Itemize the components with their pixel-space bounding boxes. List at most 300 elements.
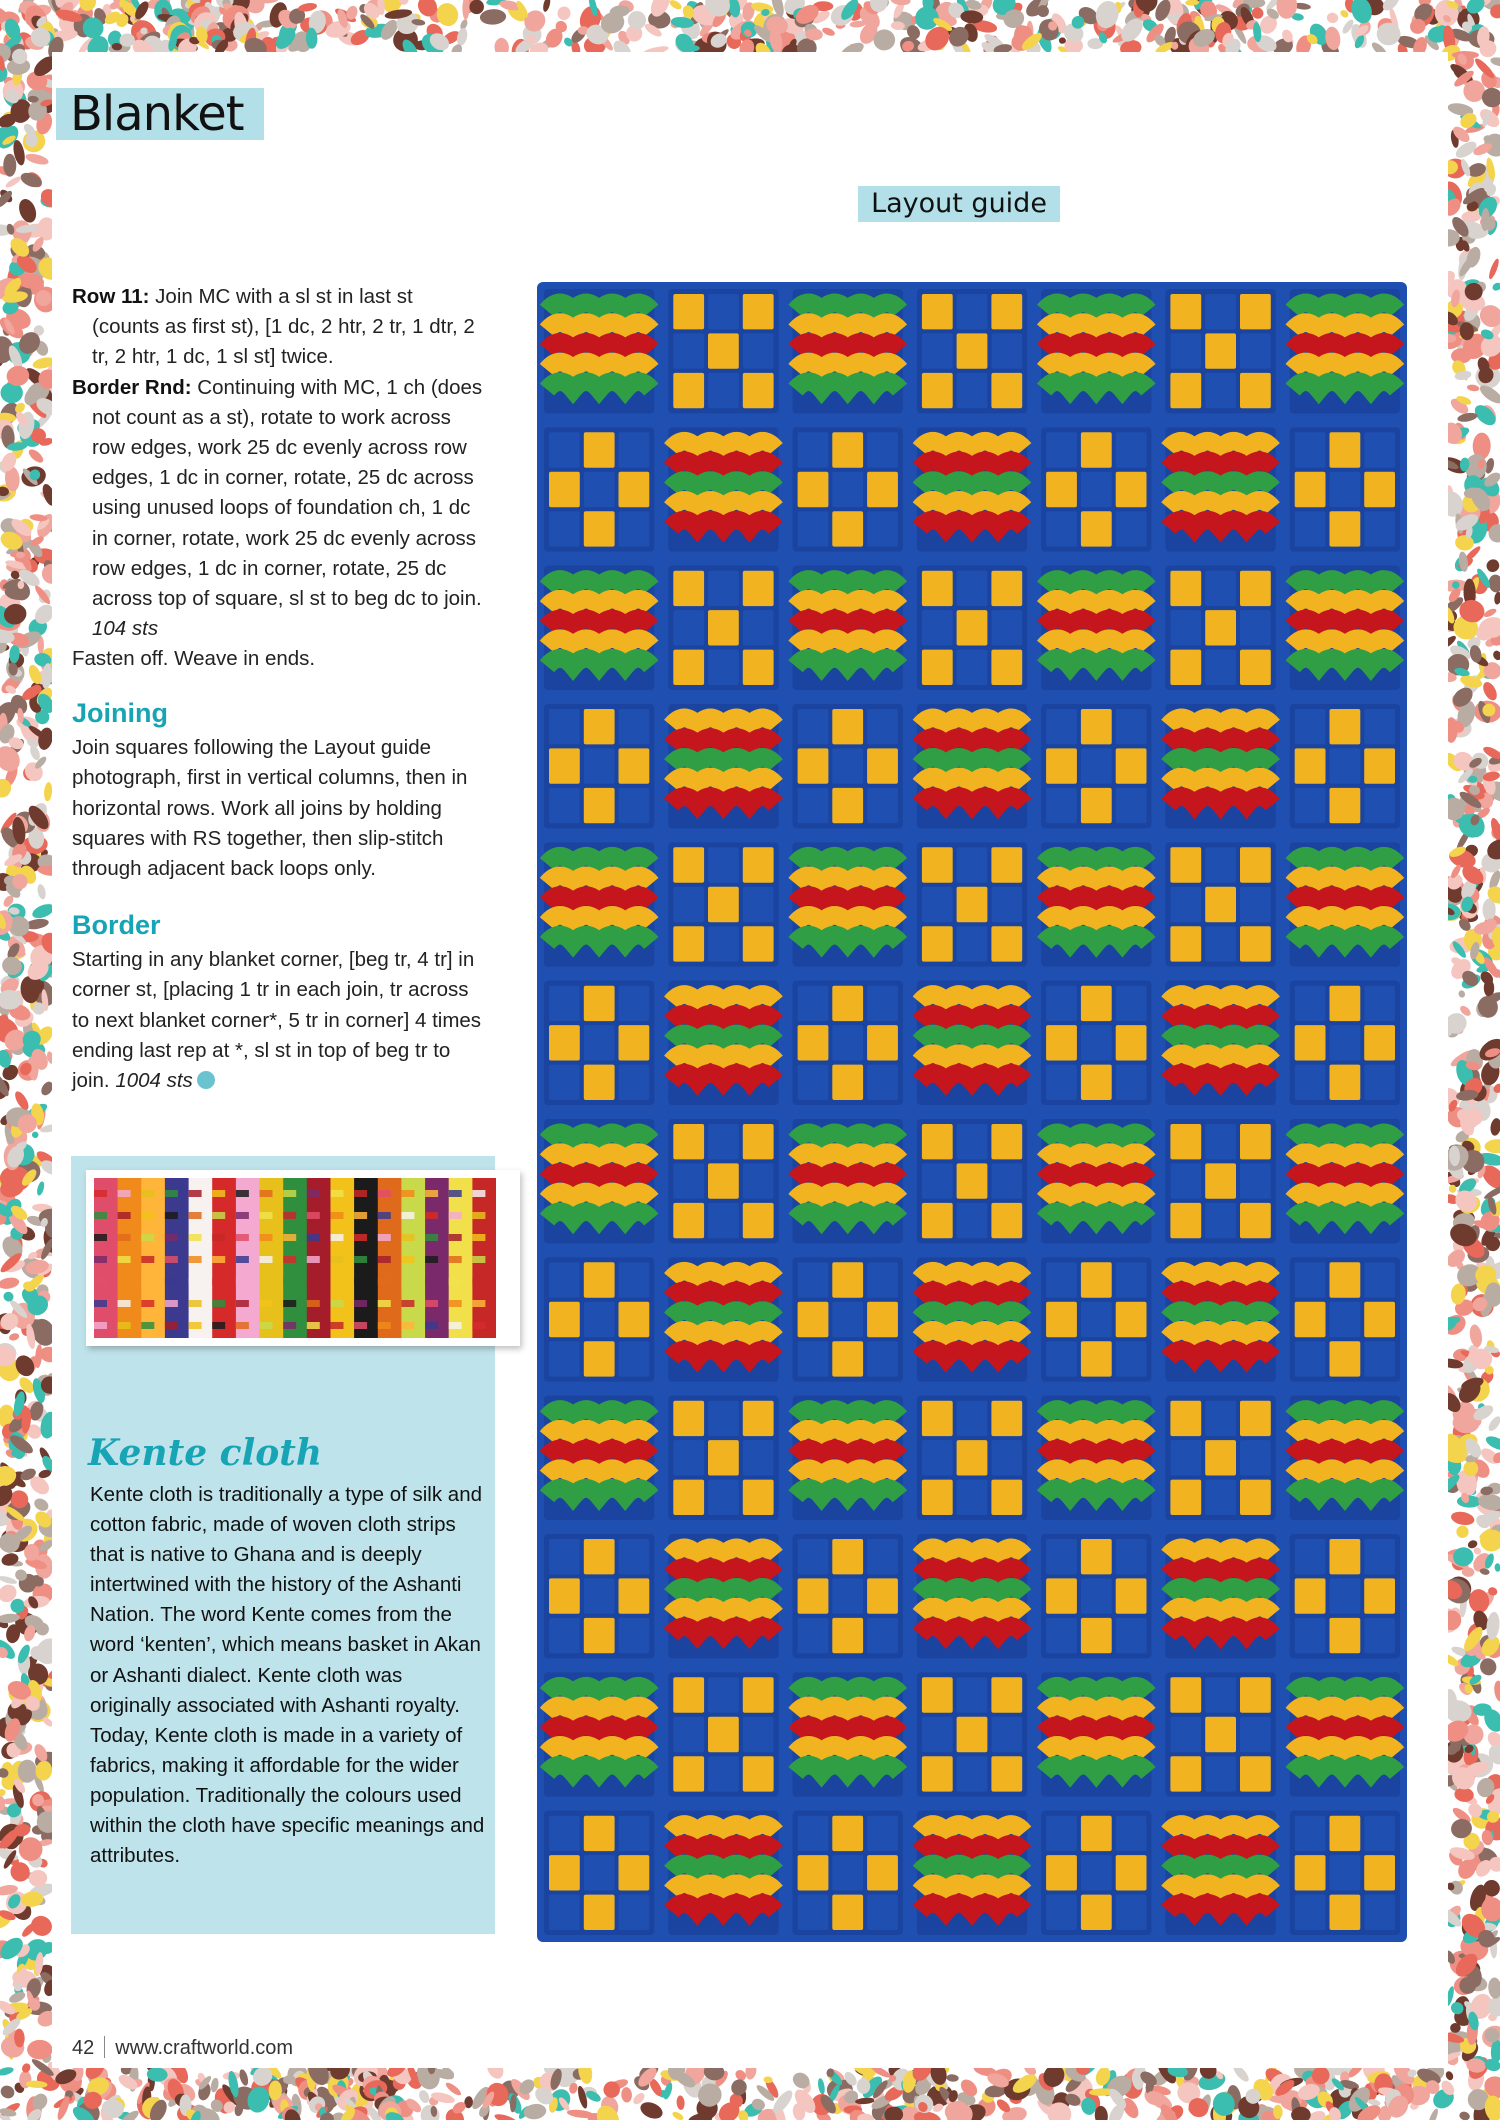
wave-band	[671, 1311, 775, 1319]
pebble	[1489, 1117, 1500, 1136]
checker-block	[1046, 511, 1077, 546]
blanket-square	[668, 1672, 778, 1796]
blanket-square	[668, 566, 778, 690]
pebble	[1492, 649, 1500, 661]
checker-block	[708, 847, 739, 882]
checker-block	[1330, 432, 1361, 467]
wave-band	[547, 382, 651, 390]
kente-fabric-image	[94, 1178, 496, 1338]
wave-band	[796, 1449, 900, 1457]
checker-block	[832, 748, 863, 783]
wave-band	[920, 738, 1024, 746]
wave-band	[671, 1844, 775, 1852]
checker-block	[1170, 610, 1201, 645]
wave-band	[796, 915, 900, 923]
checker-block	[832, 709, 863, 744]
checker-block	[1170, 1124, 1201, 1159]
wave-band	[671, 1568, 775, 1576]
kente-band	[449, 1256, 462, 1263]
checker-block	[922, 1480, 953, 1515]
wave-band	[547, 1212, 651, 1220]
kente-band	[118, 1256, 131, 1263]
wave-band	[1293, 342, 1397, 350]
checker-block	[1116, 788, 1147, 823]
wave-band	[1293, 1410, 1397, 1418]
wave-band	[1293, 1449, 1397, 1457]
wave-band	[920, 1271, 1024, 1279]
wave-band	[547, 1726, 651, 1734]
checker-block	[991, 1401, 1022, 1436]
kente-band	[165, 1300, 178, 1307]
wave-band	[547, 1172, 651, 1180]
kente-band	[94, 1278, 107, 1285]
wave-band	[1168, 757, 1272, 765]
blanket-square	[1041, 704, 1151, 828]
checker-block	[1295, 1025, 1326, 1060]
kente-band	[165, 1278, 178, 1285]
kente-band	[472, 1322, 485, 1329]
checker-block	[922, 887, 953, 922]
checker-block	[619, 472, 650, 507]
checker-block	[1116, 432, 1147, 467]
blanket-square	[917, 1672, 1027, 1796]
checker-block	[1046, 1578, 1077, 1613]
wave-band	[920, 1034, 1024, 1042]
wave-band	[1293, 599, 1397, 607]
pebble	[1494, 1563, 1500, 1572]
checker-block	[991, 1480, 1022, 1515]
checker-block	[584, 788, 615, 823]
checker-block	[708, 926, 739, 961]
pebble	[24, 152, 49, 167]
wave-band	[671, 1548, 775, 1556]
checker-block	[1240, 1677, 1271, 1712]
wave-band	[1168, 1587, 1272, 1595]
wave-band	[1044, 362, 1148, 370]
checker-block	[708, 1203, 739, 1238]
wave-band	[671, 1034, 775, 1042]
checker-block	[1046, 1341, 1077, 1376]
wave-band	[796, 362, 900, 370]
blanket-square	[668, 981, 778, 1105]
kente-band	[283, 1300, 296, 1307]
checker-block	[922, 373, 953, 408]
blanket-square	[668, 1257, 778, 1381]
checker-block	[832, 1341, 863, 1376]
kente-band	[118, 1300, 131, 1307]
kente-band	[260, 1256, 273, 1263]
kente-band	[94, 1322, 107, 1329]
wave-band	[1293, 639, 1397, 647]
checker-block	[832, 1065, 863, 1100]
checker-block	[798, 1262, 829, 1297]
checker-block	[1170, 1203, 1201, 1238]
checker-block	[1081, 432, 1112, 467]
wave-band	[1168, 1903, 1272, 1911]
wave-band	[1044, 658, 1148, 666]
wave-band	[1293, 1469, 1397, 1477]
blanket-square	[1041, 427, 1151, 551]
blanket-square	[1165, 1396, 1275, 1520]
wave-band	[1168, 441, 1272, 449]
kente-band	[354, 1322, 367, 1329]
pebble	[0, 1788, 7, 1798]
wave-band	[671, 461, 775, 469]
blanket-square	[1165, 1257, 1275, 1381]
wave-band	[796, 639, 900, 647]
checker-block	[991, 1163, 1022, 1198]
checker-block	[584, 432, 615, 467]
kente-band	[425, 1322, 438, 1329]
kente-band	[331, 1234, 344, 1241]
kente-band	[425, 1278, 438, 1285]
kente-band	[401, 1234, 414, 1241]
blanket-square	[544, 427, 654, 551]
wave-band	[671, 1054, 775, 1062]
checker-block	[957, 887, 988, 922]
wave-band	[796, 935, 900, 943]
checker-block	[549, 1578, 580, 1613]
checker-block	[1170, 1480, 1201, 1515]
pebble	[1484, 1139, 1500, 1153]
wave-band	[547, 1488, 651, 1496]
page-title-text: Blanket	[70, 86, 244, 142]
checker-block	[549, 1262, 580, 1297]
wave-band	[796, 1133, 900, 1141]
checker-block	[743, 610, 774, 645]
blanket-square	[668, 1534, 778, 1658]
kente-band	[401, 1190, 414, 1197]
kente-band	[449, 1234, 462, 1241]
checker-block	[743, 373, 774, 408]
checker-block	[1205, 333, 1236, 368]
kente-cloth-photo	[86, 1170, 520, 1346]
checker-block	[1364, 788, 1395, 823]
wave-band	[547, 639, 651, 647]
kente-band	[212, 1322, 225, 1329]
wave-band	[671, 1291, 775, 1299]
blanket-square	[544, 981, 654, 1105]
checker-block	[957, 373, 988, 408]
checker-block	[922, 926, 953, 961]
blanket-square	[1041, 1119, 1151, 1243]
checker-block	[1116, 1341, 1147, 1376]
wave-band	[547, 619, 651, 627]
checker-block	[1295, 788, 1326, 823]
checker-block	[832, 472, 863, 507]
checker-block	[619, 1262, 650, 1297]
checker-block	[584, 1539, 615, 1574]
kente-band	[94, 1256, 107, 1263]
wave-band	[1293, 1726, 1397, 1734]
checker-block	[584, 986, 615, 1021]
checker-block	[1364, 1025, 1395, 1060]
blanket-square	[1165, 1534, 1275, 1658]
checker-block	[1205, 1440, 1236, 1475]
kente-band	[307, 1234, 320, 1241]
wave-band	[671, 1587, 775, 1595]
checker-block	[743, 1440, 774, 1475]
kente-band	[260, 1300, 273, 1307]
blanket-square	[917, 704, 1027, 828]
checker-block	[1205, 847, 1236, 882]
wave-band	[796, 1172, 900, 1180]
wave-band	[671, 995, 775, 1003]
blanket-square	[544, 704, 654, 828]
checker-block	[1081, 1578, 1112, 1613]
checker-block	[549, 1302, 580, 1337]
checker-block	[1330, 1025, 1361, 1060]
pebble	[817, 2078, 826, 2095]
pebble	[238, 2068, 250, 2086]
blanket-square	[1165, 289, 1275, 413]
pebble	[1468, 1324, 1484, 1349]
kente-band	[307, 1322, 320, 1329]
wave-band	[547, 915, 651, 923]
checker-block	[957, 1203, 988, 1238]
checker-block	[1046, 986, 1077, 1021]
wave-band	[671, 520, 775, 528]
wave-band	[1293, 323, 1397, 331]
checker-block	[832, 1895, 863, 1930]
checker-block	[1205, 926, 1236, 961]
checker-block	[584, 1855, 615, 1890]
pebble	[1457, 411, 1479, 423]
checker-block	[1240, 1203, 1271, 1238]
checker-block	[1170, 1163, 1201, 1198]
checker-block	[1205, 887, 1236, 922]
checker-block	[1240, 926, 1271, 961]
checker-block	[991, 1717, 1022, 1752]
wave-band	[796, 896, 900, 904]
checker-block	[798, 986, 829, 1021]
wave-band	[1293, 619, 1397, 627]
wave-band	[1293, 1765, 1397, 1773]
checker-block	[584, 1302, 615, 1337]
checker-block	[798, 1895, 829, 1930]
checker-block	[743, 1480, 774, 1515]
wave-band	[1293, 1686, 1397, 1694]
wave-band	[1168, 1844, 1272, 1852]
kente-band	[425, 1190, 438, 1197]
checker-block	[1081, 511, 1112, 546]
checker-block	[619, 1302, 650, 1337]
kente-band	[307, 1278, 320, 1285]
checker-block	[1295, 1302, 1326, 1337]
blanket-square	[1041, 566, 1151, 690]
kente-band	[189, 1234, 202, 1241]
pebble	[1491, 281, 1500, 292]
checker-block	[922, 610, 953, 645]
checker-block	[1364, 1539, 1395, 1574]
checker-block	[867, 1341, 898, 1376]
blanket-square	[793, 1811, 903, 1935]
checker-block	[1046, 1618, 1077, 1653]
checker-block	[743, 847, 774, 882]
checker-block	[619, 986, 650, 1021]
checker-block	[991, 887, 1022, 922]
wave-band	[547, 323, 651, 331]
kente-band	[425, 1212, 438, 1219]
kente-band	[141, 1278, 154, 1285]
wave-band	[796, 1192, 900, 1200]
blanket-square	[917, 842, 1027, 966]
checker-block	[867, 472, 898, 507]
blanket-square	[1165, 1119, 1275, 1243]
kente-band	[331, 1278, 344, 1285]
wave-band	[1044, 1172, 1148, 1180]
checker-block	[1364, 432, 1395, 467]
pebble	[8, 1332, 20, 1342]
kente-band	[354, 1212, 367, 1219]
wave-band	[1168, 1311, 1272, 1319]
wave-band	[1293, 303, 1397, 311]
pebble	[1486, 1414, 1500, 1433]
checker-block	[1205, 650, 1236, 685]
wave-band	[920, 1884, 1024, 1892]
blanket-square	[1165, 566, 1275, 690]
wave-band	[796, 1745, 900, 1753]
kente-band	[283, 1256, 296, 1263]
kente-band	[212, 1278, 225, 1285]
checker-block	[1116, 1895, 1147, 1930]
wave-band	[796, 1765, 900, 1773]
pebble	[1487, 1977, 1500, 1999]
checker-block	[619, 1578, 650, 1613]
checker-block	[1170, 847, 1201, 882]
checker-block	[1116, 1618, 1147, 1653]
kente-band	[141, 1256, 154, 1263]
checker-block	[708, 373, 739, 408]
kente-band	[378, 1322, 391, 1329]
pebble	[638, 2099, 665, 2120]
checker-block	[1330, 1065, 1361, 1100]
kente-band	[472, 1234, 485, 1241]
wave-band	[1293, 1153, 1397, 1161]
pebble	[1467, 1588, 1490, 1614]
checker-block	[673, 1677, 704, 1712]
checker-block	[743, 571, 774, 606]
checker-block	[619, 709, 650, 744]
kente-band	[236, 1234, 249, 1241]
blanket-square	[1165, 842, 1275, 966]
wave-band	[920, 1330, 1024, 1338]
wave-band	[920, 1073, 1024, 1081]
checker-block	[708, 1717, 739, 1752]
wave-band	[1044, 382, 1148, 390]
checker-block	[1240, 294, 1271, 329]
checker-block	[991, 571, 1022, 606]
checker-block	[584, 1025, 615, 1060]
checker-block	[1205, 1480, 1236, 1515]
kente-band	[118, 1322, 131, 1329]
checker-block	[832, 1262, 863, 1297]
pebble	[1478, 1528, 1500, 1554]
checker-block	[957, 926, 988, 961]
checker-block	[549, 472, 580, 507]
kente-band	[260, 1322, 273, 1329]
blanket-square	[1165, 1811, 1275, 1935]
checker-block	[549, 432, 580, 467]
wave-band	[547, 580, 651, 588]
wave-band	[1293, 1212, 1397, 1220]
blanket-square	[1041, 289, 1151, 413]
wave-band	[1168, 1864, 1272, 1872]
blanket-square	[793, 1672, 903, 1796]
blanket-square	[544, 842, 654, 966]
blanket-square	[1041, 1534, 1151, 1658]
wave-band	[1293, 1745, 1397, 1753]
wave-band	[796, 382, 900, 390]
blanket-square	[917, 1534, 1027, 1658]
checker-block	[832, 1578, 863, 1613]
wave-band	[1044, 915, 1148, 923]
kente-band	[449, 1322, 462, 1329]
wave-band	[1293, 658, 1397, 666]
checker-block	[991, 1756, 1022, 1791]
wave-band	[796, 303, 900, 311]
checker-block	[1205, 1203, 1236, 1238]
wave-band	[796, 323, 900, 331]
wave-band	[1168, 777, 1272, 785]
border-text: Starting in any blanket corner, [beg tr, 4 tr] in corner st, [placing 1 tr in each join, tr across to next blanket corner*, 5 tr in corner] 4 times ending last rep at *, sl st in top of beg tr to join. 1004 sts	[72, 948, 482, 1093]
wave-band	[920, 1014, 1024, 1022]
wave-band	[920, 1291, 1024, 1299]
checker-block	[867, 1025, 898, 1060]
wave-band	[920, 1568, 1024, 1576]
kente-band	[331, 1212, 344, 1219]
kente-band	[354, 1234, 367, 1241]
checker-block	[1330, 1855, 1361, 1890]
wave-band	[547, 362, 651, 370]
pebble	[120, 34, 135, 47]
wave-band	[547, 1745, 651, 1753]
wave-band	[671, 757, 775, 765]
checker-block	[991, 333, 1022, 368]
checker-block	[673, 571, 704, 606]
checker-block	[832, 1816, 863, 1851]
yarn-ball-icon	[197, 1071, 215, 1089]
checker-block	[673, 1124, 704, 1159]
wave-band	[1293, 362, 1397, 370]
checker-block	[798, 1065, 829, 1100]
checker-block	[1240, 887, 1271, 922]
blanket-square	[544, 1119, 654, 1243]
checker-block	[1330, 1618, 1361, 1653]
kente-band	[283, 1234, 296, 1241]
wave-band	[1044, 323, 1148, 331]
checker-block	[619, 1539, 650, 1574]
checker-block	[619, 511, 650, 546]
wave-band	[796, 1488, 900, 1496]
checker-block	[798, 1855, 829, 1890]
pebble	[1326, 12, 1339, 24]
checker-block	[957, 650, 988, 685]
checker-block	[1295, 511, 1326, 546]
checker-block	[867, 1855, 898, 1890]
checker-block	[1295, 709, 1326, 744]
checker-block	[991, 650, 1022, 685]
pebble	[0, 1574, 18, 1585]
blanket-square	[668, 704, 778, 828]
checker-block	[957, 610, 988, 645]
wave-band	[796, 342, 900, 350]
checker-block	[1081, 1065, 1112, 1100]
checker-block	[832, 511, 863, 546]
kente-band	[425, 1234, 438, 1241]
wave-band	[1168, 1627, 1272, 1635]
checker-block	[991, 294, 1022, 329]
